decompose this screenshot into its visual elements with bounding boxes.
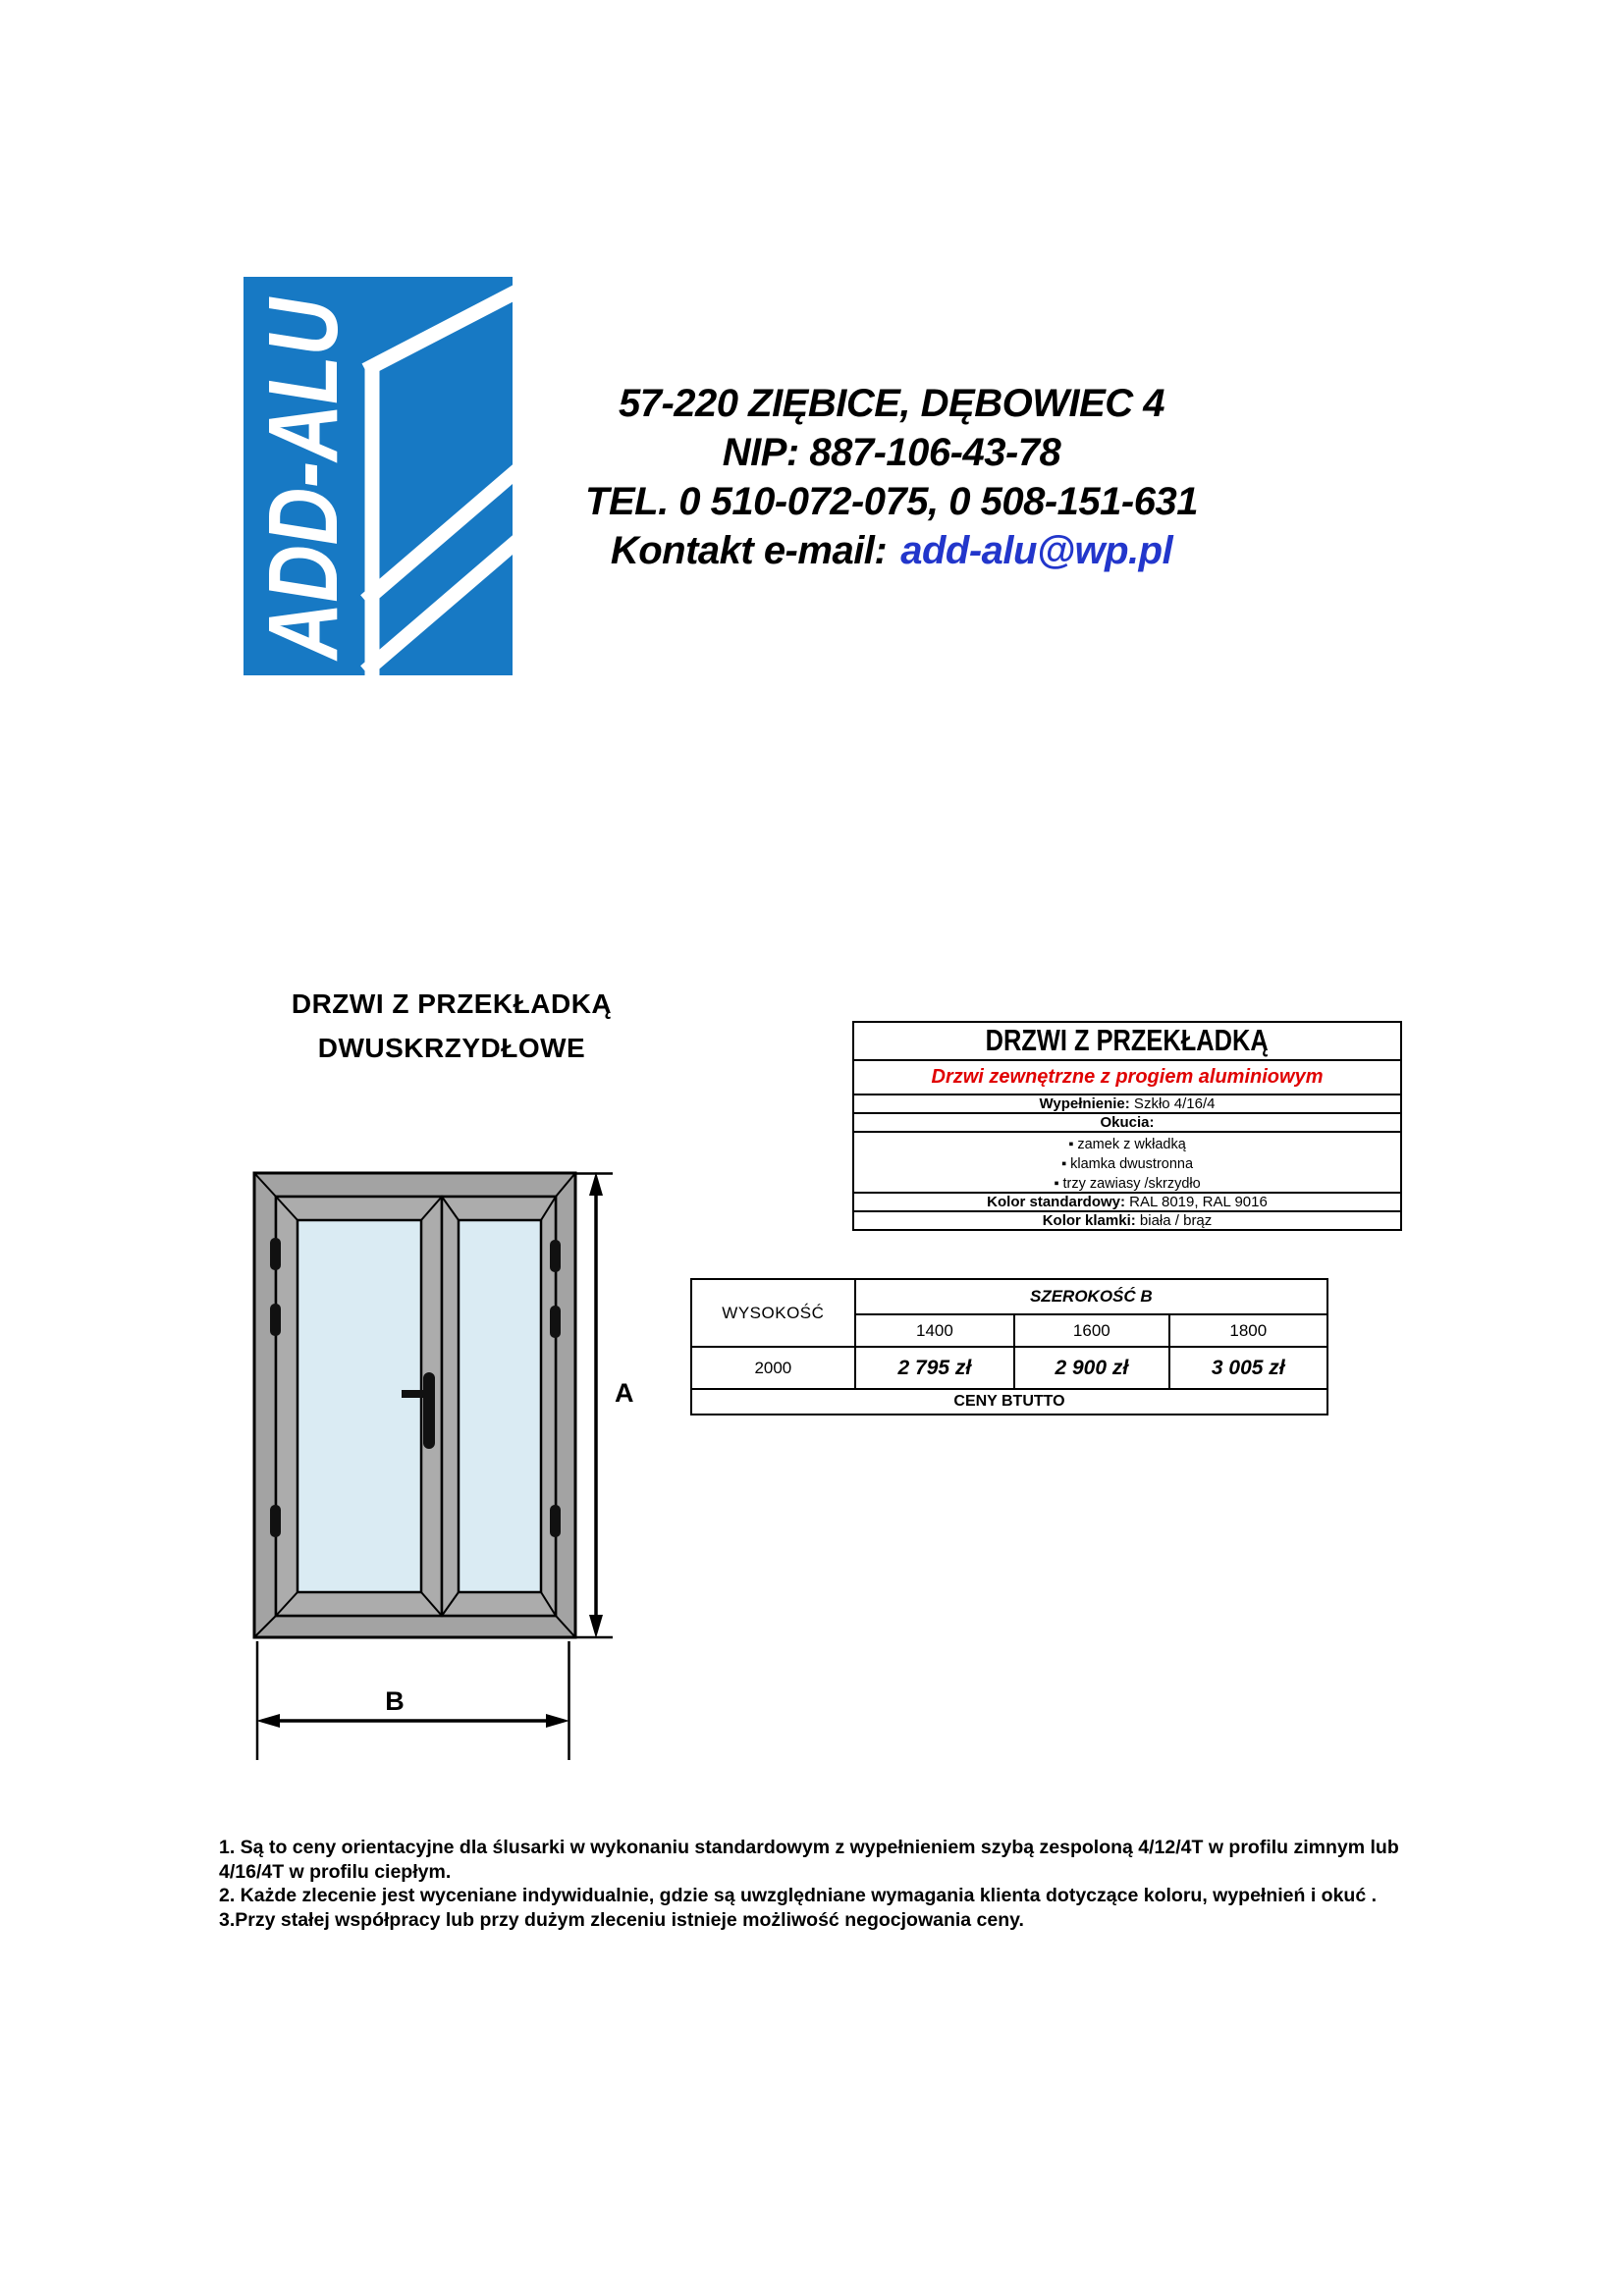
contact-email-label: Kontakt e-mail: xyxy=(610,529,888,572)
heading-line-1: DRZWI Z PRZEKŁADKĄ xyxy=(291,988,613,1019)
price-cell: 3 005 zł xyxy=(1169,1347,1327,1389)
dimension-b-arrow xyxy=(257,1641,569,1760)
fittings-label: Okucia: xyxy=(854,1112,1400,1131)
company-logo xyxy=(244,277,513,675)
dimension-b-label: B xyxy=(385,1686,405,1716)
contact-tel: TEL. 0 510-072-075, 0 508-151-631 xyxy=(585,480,1198,523)
spec-table-subtitle: Drzwi zewnętrzne z progiem aluminiowym xyxy=(854,1059,1400,1094)
spec-filling-row xyxy=(854,1094,1400,1112)
note-line: 3.Przy stałej współpracy lub przy dużym zleceniu istnieje możliwość negocjowania ceny. xyxy=(219,1908,1024,1931)
color-std-label: Kolor standardowy: xyxy=(987,1194,1126,1210)
price-table-width-header: SZEROKOŚĆ B xyxy=(855,1279,1327,1314)
spec-table-title: DRZWI Z PRZEKŁADKĄ xyxy=(985,1023,1270,1057)
contact-email-link[interactable]: add-alu@wp.pl xyxy=(900,529,1173,572)
note-line: 2. Każde zlecenie jest wyceniane indywidualnie, gdzie są uwzględniane wymagania klienta dotyczące koloru, wypełnień i okuć . xyxy=(219,1885,1378,1906)
handle-color-label: Kolor klamki: xyxy=(1042,1212,1136,1229)
spec-handle-color-row xyxy=(854,1210,1400,1229)
fittings-item: ▪ zamek z wkładką xyxy=(1068,1137,1186,1152)
logo-graphic xyxy=(244,277,513,675)
section-heading xyxy=(255,982,648,1070)
contact-email-line xyxy=(499,526,1284,575)
note-line: 4/16/4T w profilu ciepłym. xyxy=(219,1860,452,1883)
spec-color-row xyxy=(854,1192,1400,1210)
dimension-a-arrow xyxy=(576,1174,613,1638)
fittings-item: ▪ trzy zawiasy /skrzydło xyxy=(1054,1176,1201,1192)
right-leaf-glass xyxy=(459,1220,541,1592)
price-cell: 2 795 zł xyxy=(855,1347,1014,1389)
logo-text: ADD-ALU xyxy=(248,277,358,660)
price-table xyxy=(690,1278,1328,1415)
height-value-cell: 2000 xyxy=(691,1347,855,1389)
price-cell: 2 900 zł xyxy=(1014,1347,1168,1389)
price-table-height-header: WYSOKOŚĆ xyxy=(691,1279,855,1347)
contact-address: 57-220 ZIĘBICE, DĘBOWIEC 4 xyxy=(618,382,1165,425)
spec-table xyxy=(852,1021,1402,1231)
door-drawing xyxy=(226,1144,638,1782)
color-std-value: RAL 8019, RAL 9016 xyxy=(1125,1194,1268,1210)
handle-color-value: biała / brąz xyxy=(1135,1212,1213,1229)
note-line: 1. Są to ceny orientacyjne dla ślusarki w wykonaniu standardowym z wypełnieniem szybą zespoloną 4/12/4T w profilu zimnym lub xyxy=(219,1837,1399,1858)
filling-label: Wypełnienie: xyxy=(1039,1095,1130,1112)
footer-notes xyxy=(219,1836,1402,1932)
left-leaf-glass xyxy=(298,1220,421,1592)
door-diagram xyxy=(226,1144,638,1782)
filling-value: Szkło 4/16/4 xyxy=(1129,1095,1216,1112)
price-table-footer: CENY BTUTTO xyxy=(691,1389,1327,1415)
contact-nip: NIP: 887-106-43-78 xyxy=(722,431,1061,474)
width-column-header: 1800 xyxy=(1169,1314,1327,1347)
fittings-item: ▪ klamka dwustronna xyxy=(1060,1156,1194,1172)
contact-block xyxy=(499,379,1284,575)
dimension-a-label: A xyxy=(615,1378,634,1408)
width-column-header: 1600 xyxy=(1014,1314,1168,1347)
fittings-list xyxy=(854,1131,1400,1192)
width-column-header: 1400 xyxy=(855,1314,1014,1347)
heading-line-2: DWUSKRZYDŁOWE xyxy=(317,1033,586,1063)
